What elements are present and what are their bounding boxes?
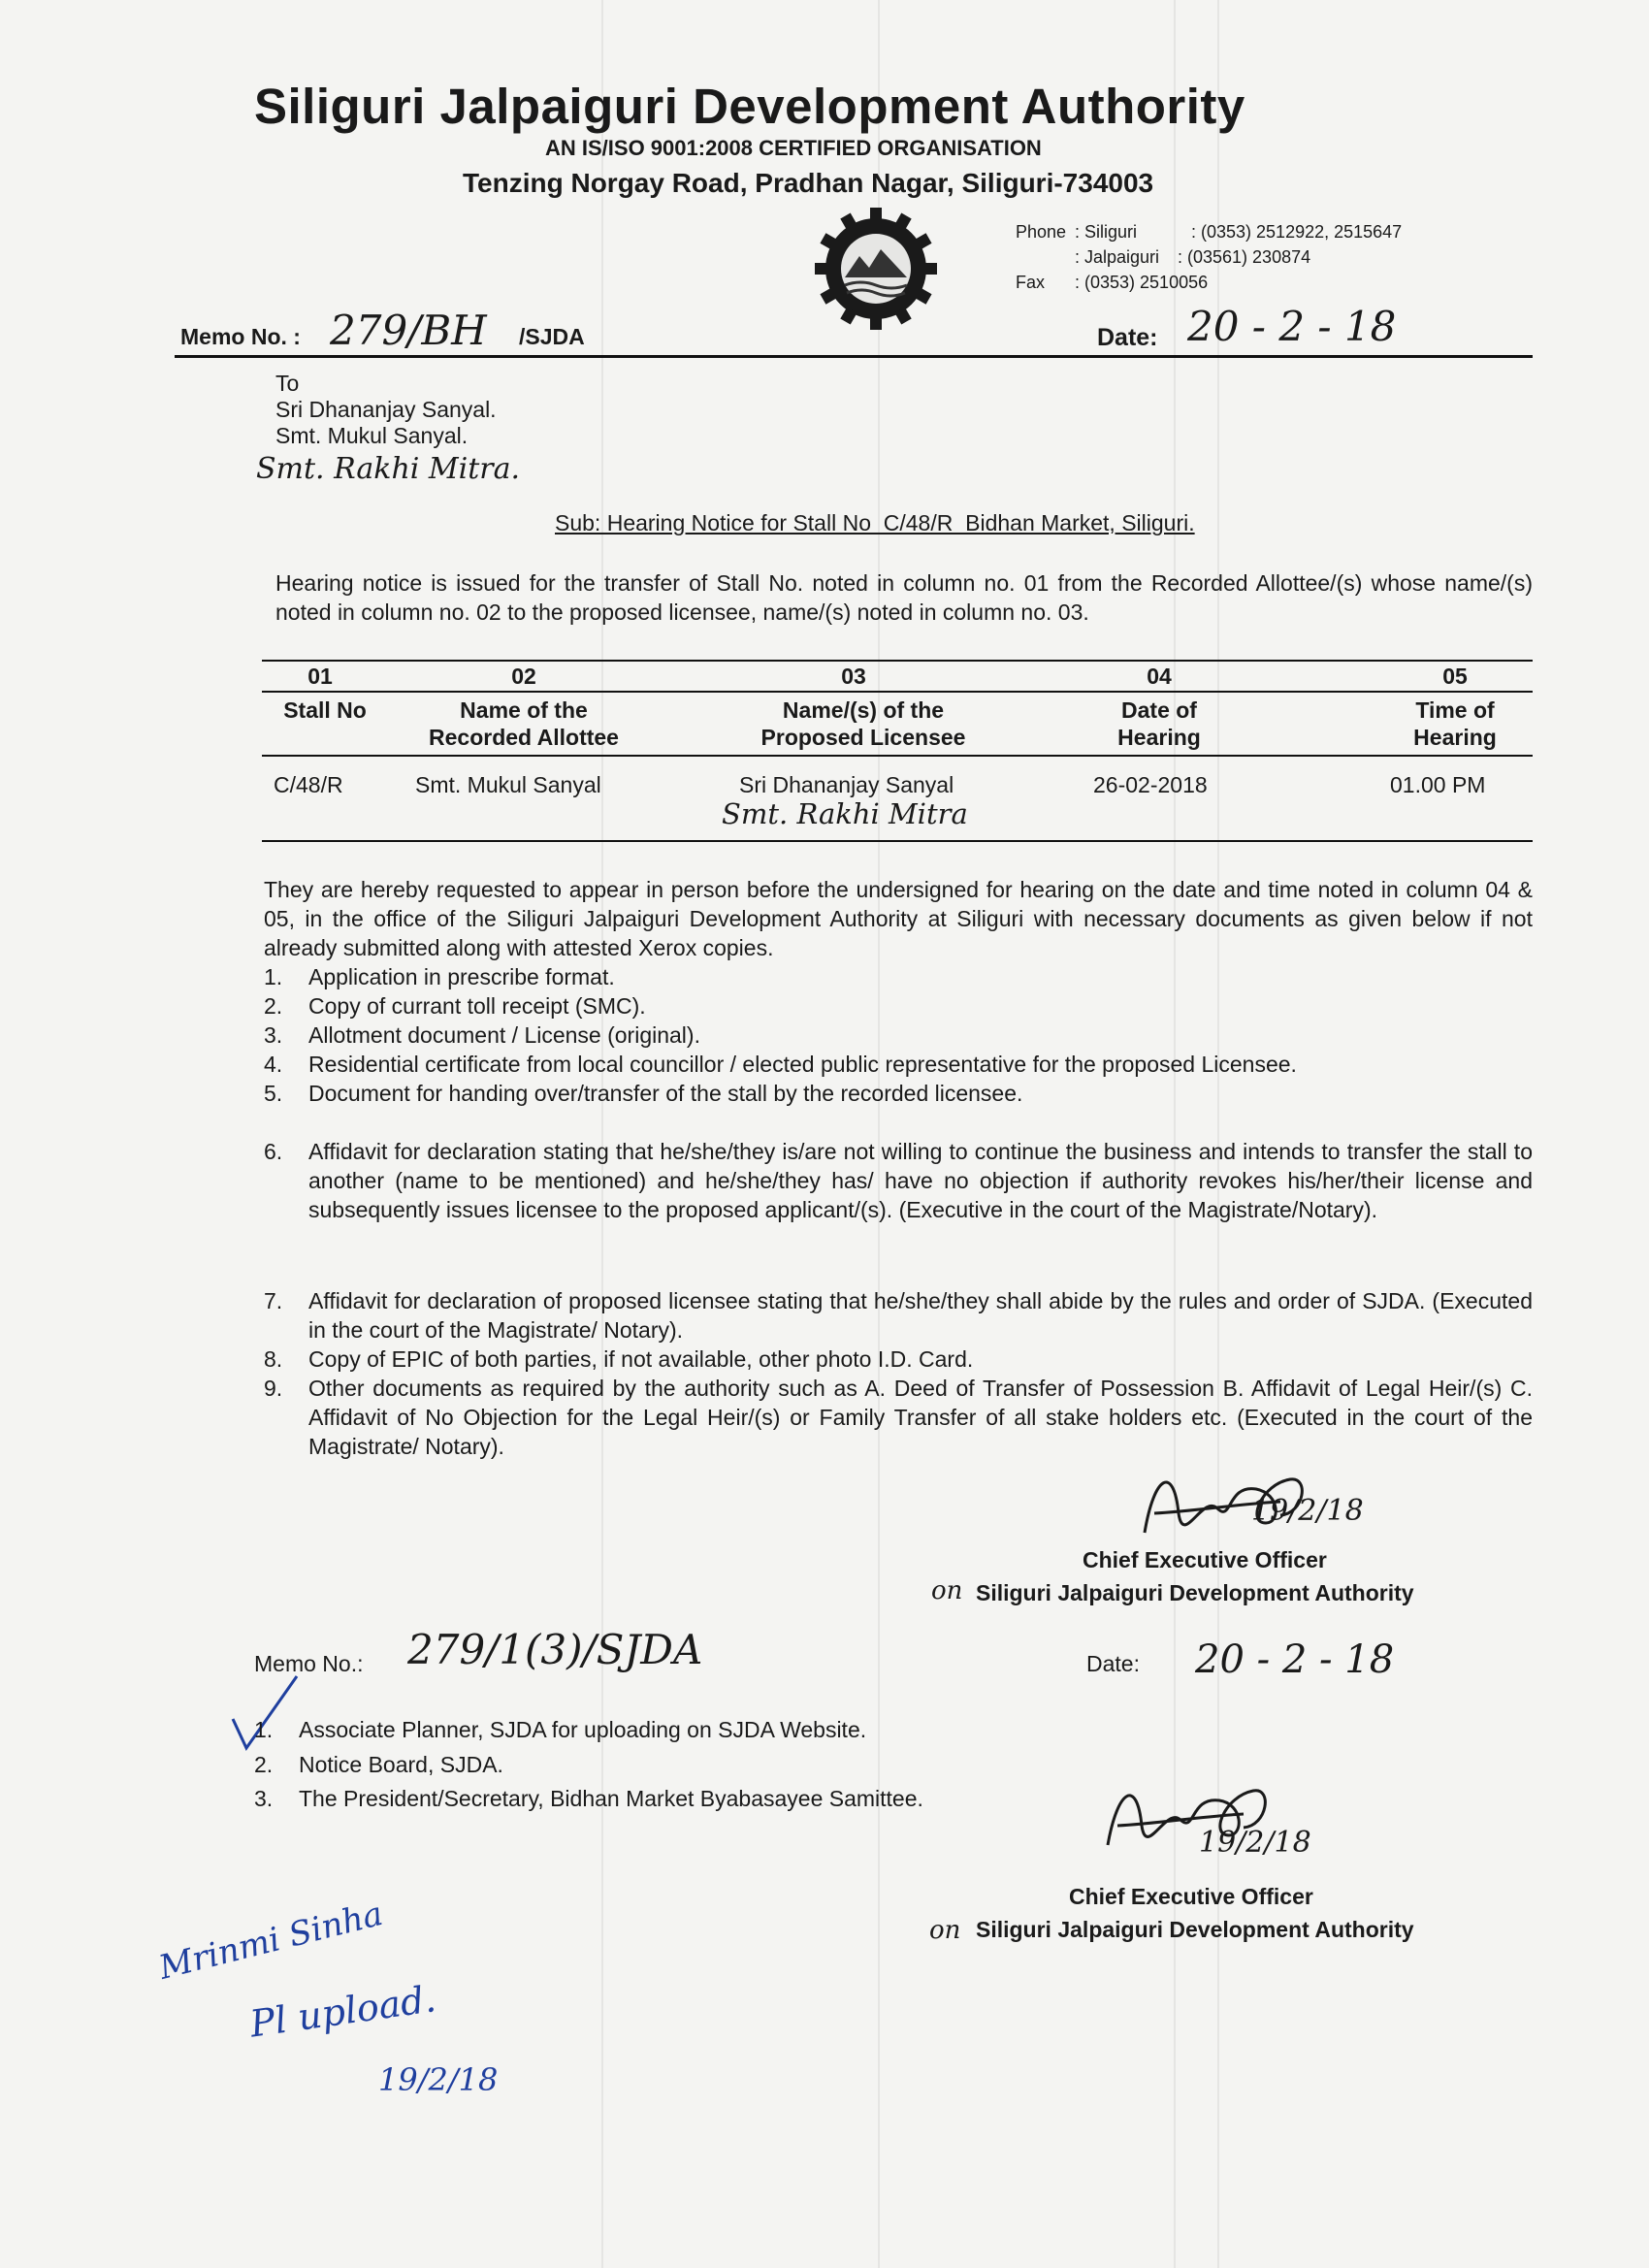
signature2-prefix-handwritten: on <box>929 1916 961 1945</box>
phone-siliguri-label: : Siliguri <box>1075 222 1138 242</box>
document-text: Other documents as required by the authority such as A. Deed of Transfer of Possession B. Affidavit of Legal Heir/(s) C. Affidavit of No Objection for the Legal Heir/(s) or Family Transfer of all stake holders etc. (Executed in the court of the Magistrate/ Notary). <box>308 1376 1533 1459</box>
date-label: Date: <box>1097 324 1158 351</box>
memo2-date-handwritten: 20 - 2 - 18 <box>1195 1637 1395 1682</box>
col-number-01: 01 <box>307 664 333 689</box>
fax-label: Fax <box>1016 273 1046 292</box>
copy-to-number: 2. <box>254 1752 274 1777</box>
cell-time: 01.00 PM <box>1390 772 1486 797</box>
signature2-org: Siliguri Jalpaiguri Development Authority <box>976 1917 1414 1942</box>
document-text: Copy of EPIC of both parties, if not available, other photo I.D. Card. <box>308 1346 974 1372</box>
blue-note-line2: Pl upload. <box>247 1977 438 2046</box>
document-text: Copy of currant toll receipt (SMC). <box>308 993 646 1019</box>
table-row-rule <box>262 755 1533 757</box>
memo-suffix: /SJDA <box>519 324 585 349</box>
subject-line: Sub: Hearing Notice for Stall No C/48/R Bidhan Market, Siliguri. <box>555 510 1195 535</box>
addressee-1: Sri Dhananjay Sanyal. <box>275 397 497 422</box>
scan-streak <box>601 0 603 2268</box>
document-item <box>264 1050 1533 1079</box>
document-number: 5. <box>264 1081 283 1106</box>
signature2-date-handwritten: 19/2/18 <box>1199 1826 1311 1860</box>
header-stall-no: Stall No <box>283 697 367 723</box>
copy-to-item <box>254 1715 1127 1744</box>
copy-to-item <box>254 1784 1127 1813</box>
copy-to-number: 1. <box>254 1717 274 1742</box>
sjda-emblem-icon <box>813 206 939 332</box>
document-text: Affidavit for declaration stating that he/she/they is/are not willing to continue the business and intends to transfer the stall to another (name to be mentioned) and he/she/they has/ have no objection if authority revokes his/her/their license and subsequently issues licensee to the proposed applicant/(s). (Executive in the court of the Magistrate/Notary). <box>308 1139 1533 1222</box>
certification-line: AN IS/ISO 9001:2008 CERTIFIED ORGANISATION <box>545 136 1042 160</box>
header-date-of-hearing: Date of Hearing <box>1117 697 1201 750</box>
cell-licensee-handwritten: Smt. Rakhi Mitra <box>722 797 968 830</box>
copy-to-number: 3. <box>254 1786 274 1811</box>
header-time-of-hearing: Time of Hearing <box>1413 697 1497 750</box>
col-number-05: 05 <box>1442 664 1468 689</box>
to-label: To <box>275 371 300 396</box>
document-number: 9. <box>264 1376 283 1401</box>
intro-paragraph: Hearing notice is issued for the transfer of Stall No. noted in column no. 01 from the Recorded Allottee/(s) whose name/(s) noted in column no. 02 to the proposed licensee, name/(s) noted in column no. 03. <box>275 570 1533 625</box>
document-item <box>264 1021 1533 1050</box>
document-number: 2. <box>264 993 283 1019</box>
cell-date: 26-02-2018 <box>1093 772 1208 797</box>
memo2-date-label: Date: <box>1086 1651 1140 1676</box>
addressee-2: Smt. Mukul Sanyal. <box>275 423 469 448</box>
blue-note-line3: 19/2/18 <box>378 2061 499 2098</box>
copy-to-text: Notice Board, SJDA. <box>299 1752 503 1777</box>
blue-note-line1: Mrinmi Sinha <box>155 1894 387 1988</box>
col-number-03: 03 <box>841 664 866 689</box>
document-number: 4. <box>264 1052 283 1077</box>
document-item <box>264 991 1533 1021</box>
scan-streak <box>878 0 880 2268</box>
copy-to-item <box>254 1750 1127 1779</box>
blue-tick-icon <box>225 1670 303 1758</box>
phone-siliguri: : (0353) 2512922, 2515647 <box>1191 222 1403 242</box>
signature1-prefix-handwritten: on <box>931 1576 963 1605</box>
copy-to-text: The President/Secretary, Bidhan Market Byabasayee Samittee. <box>299 1786 923 1811</box>
document-item <box>264 1286 1533 1345</box>
header-divider <box>175 355 1533 358</box>
document-text: Document for handing over/transfer of the stall by the recorded licensee. <box>308 1081 1023 1106</box>
fax-number: : (0353) 2510056 <box>1075 273 1209 292</box>
instructions-paragraph: They are hereby requested to appear in person before the undersigned for hearing on the date and time noted in column 04 & 05, in the office of the Siliguri Jalpaiguri Development Authority at Siliguri with necessary documents as given below if not already submitted along with attested Xerox copies. <box>264 877 1533 960</box>
document-text: Allotment document / License (original). <box>308 1022 700 1048</box>
signature2-designation: Chief Executive Officer <box>1069 1884 1313 1909</box>
table-bottom-rule <box>262 840 1533 842</box>
col-number-02: 02 <box>511 664 536 689</box>
phone-jalpaiguri: : (03561) 230874 <box>1178 247 1311 267</box>
memo2-label: Memo No.: <box>254 1651 364 1676</box>
signature1-designation: Chief Executive Officer <box>1083 1547 1327 1572</box>
cell-allottee: Smt. Mukul Sanyal <box>415 772 601 797</box>
document-item <box>264 1374 1533 1461</box>
document-number: 3. <box>264 1022 283 1048</box>
phone-label: Phone <box>1016 222 1067 242</box>
table-top-rule <box>262 660 1533 662</box>
col-number-04: 04 <box>1147 664 1172 689</box>
document-text: Residential certificate from local councillor / elected public representative for the proposed Licensee. <box>308 1052 1297 1077</box>
document-text: Application in prescribe format. <box>308 964 615 989</box>
signature1-org: Siliguri Jalpaiguri Development Authority <box>976 1580 1414 1605</box>
memo2-number-handwritten: 279/1(3)/SJDA <box>407 1626 703 1673</box>
document-number: 8. <box>264 1346 283 1372</box>
header-proposed-licensee: Name/(s) of the Proposed Licensee <box>760 697 966 750</box>
header-recorded-allottee: Name of the Recorded Allottee <box>429 697 619 750</box>
date-handwritten: 20 - 2 - 18 <box>1187 303 1397 350</box>
phone-jalpaiguri-label: : Jalpaiguri <box>1075 247 1160 267</box>
signature1-date-handwritten: 19/2/18 <box>1251 1494 1364 1528</box>
org-address: Tenzing Norgay Road, Pradhan Nagar, Siliguri-734003 <box>463 168 1154 198</box>
org-title: Siliguri Jalpaiguri Development Authority <box>254 79 1245 134</box>
table-header-rule <box>262 691 1533 693</box>
document-number: 6. <box>264 1139 283 1164</box>
document-number: 1. <box>264 964 283 989</box>
memo-number-handwritten: 279/BH <box>330 307 487 354</box>
document-item <box>264 962 1533 991</box>
document-item <box>264 1137 1533 1253</box>
copy-to-text: Associate Planner, SJDA for uploading on SJDA Website. <box>299 1717 867 1742</box>
cell-licensee: Sri Dhananjay Sanyal <box>739 772 954 797</box>
addressee-3-handwritten: Smt. Rakhi Mitra. <box>256 452 521 486</box>
memo-label: Memo No. : <box>180 324 301 349</box>
document-text: Affidavit for declaration of proposed licensee stating that he/she/they shall abide by the rules and order of SJDA. (Executed in the court of the Magistrate/ Notary). <box>308 1288 1533 1343</box>
document-item <box>264 1079 1533 1108</box>
cell-stall-no: C/48/R <box>274 772 343 797</box>
document-number: 7. <box>264 1288 283 1313</box>
document-item <box>264 1345 1533 1374</box>
